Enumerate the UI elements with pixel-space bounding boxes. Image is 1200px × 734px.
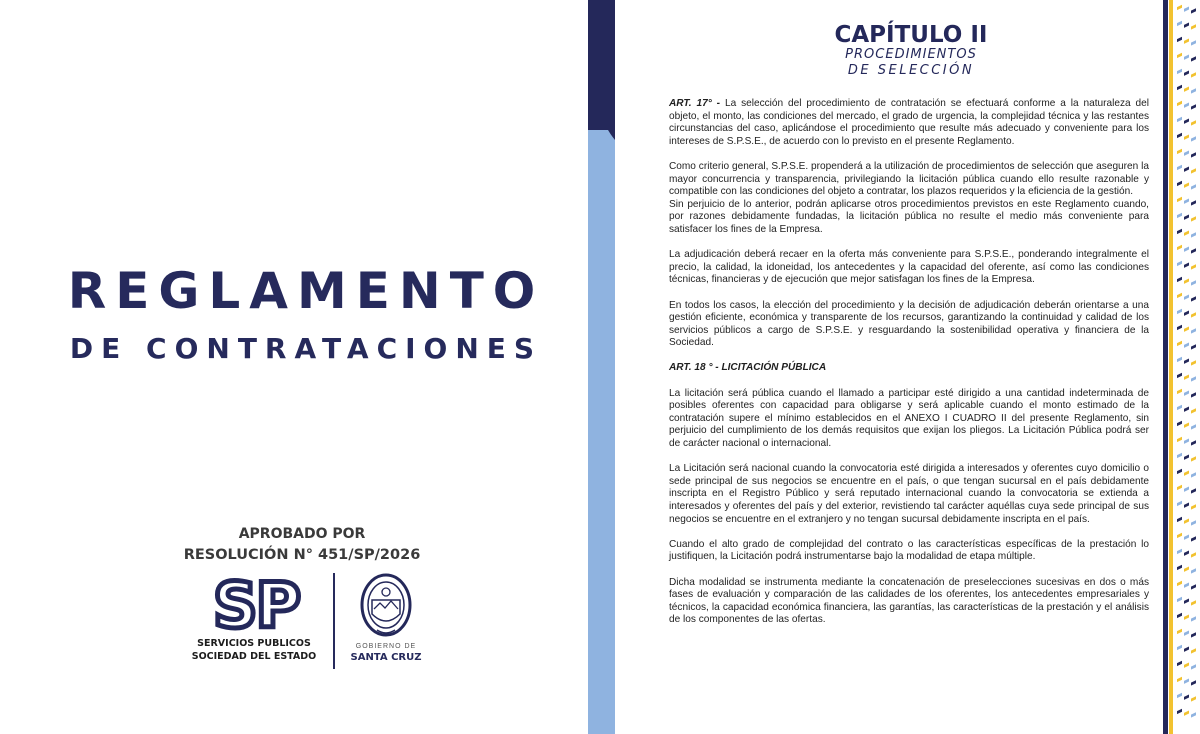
edge-dash [1191, 488, 1196, 493]
edge-dash [1191, 120, 1196, 125]
art18-paragraph-1: La licitación será pública cuando el llamado a participar esté dirigido a una cantidad indeterminada de posibles oferentes con capacidad para obligarse y será aplicable cuando el monto estimado de la contratación supere el mínimo establecidos en el ANEXO I CUADRO II del presente Reglamento, sin perjuicio del cumplimiento de los demás requisitos que exijan los pliegos. La Licitación Pública podrá ser de carácter nacional o internacional. [669, 387, 1149, 450]
edge-dash [1184, 23, 1189, 28]
edge-dash [1191, 280, 1196, 285]
art17-paragraph-1 [669, 98, 1149, 148]
edge-dash [1191, 328, 1196, 333]
edge-dash [1177, 645, 1182, 650]
edge-dash [1191, 568, 1196, 573]
edge-dash [1177, 261, 1182, 266]
edge-dash [1177, 453, 1182, 458]
edge-dash [1191, 152, 1196, 157]
art17-paragraph-5: En todos los casos, la elección del procedimiento y la decisión de adjudicación deberán orientarse a una gestión eficiente, económica y transparente de los recursos, garantizando la continuidad y calidad de los servicios públicos a cargo de S.P.S.E. y resguardando la sostenibilidad operativa y financiera de la Sociedad. [669, 299, 1149, 349]
chapter-subtitle-line1: PROCEDIMIENTOS [845, 47, 977, 62]
edge-dash [1191, 232, 1196, 237]
edge-dash [1177, 53, 1182, 58]
edge-stripes-decoration [1158, 0, 1200, 734]
edge-dash [1191, 184, 1196, 189]
edge-dash [1177, 389, 1182, 394]
edge-dash [1191, 440, 1196, 445]
edge-dash [1184, 551, 1189, 556]
edge-dash [1184, 119, 1189, 124]
edge-dash [1191, 712, 1196, 717]
edge-dash [1191, 376, 1196, 381]
gov-name: SANTA CRUZ [350, 652, 422, 663]
edge-dash [1184, 391, 1189, 396]
edge-dash [1184, 199, 1189, 204]
edge-dash [1184, 583, 1189, 588]
edge-dash [1177, 229, 1182, 234]
edge-dash [1191, 392, 1196, 397]
edge-dash [1184, 215, 1189, 220]
edge-dash [1191, 200, 1196, 205]
edge-dash [1191, 216, 1196, 221]
edge-dash [1184, 71, 1189, 76]
edge-dash [1184, 615, 1189, 620]
edge-dash [1184, 87, 1189, 92]
org-name [188, 637, 320, 663]
edge-dash [1184, 711, 1189, 716]
logo-divider [333, 573, 335, 669]
edge-dash [1177, 501, 1182, 506]
edge-dash [1191, 456, 1196, 461]
gov-label: GOBIERNO DE [355, 643, 417, 650]
org-name-line2: SOCIEDAD DEL ESTADO [191, 651, 317, 662]
edge-dash [1177, 485, 1182, 490]
cover-title: REGLAMENTO [67, 262, 545, 320]
edge-dash [1177, 469, 1182, 474]
edge-dash [1191, 344, 1196, 349]
edge-dash [1191, 520, 1196, 525]
art18-paragraph-2: La Licitación será nacional cuando la convocatoria esté dirigida a interesados y oferentes cuyo domicilio o sede principal de sus negocios se encuentre en el país, o que tengan sucursal en el país debidamente inscripta en el Registro Público y será reputado internacional cuando la convocatoria se extienda a interesados y oferentes del país y del exterior, revistiendo tal carácter aquéllas cuya sede principal de sus negocios se encuentre en el extranjero y no tengan sucursal debidamente inscripta en el país. [669, 463, 1149, 525]
edge-dash [1184, 439, 1189, 444]
edge-dash [1191, 680, 1196, 685]
edge-dash [1184, 135, 1189, 140]
edge-dash [1184, 311, 1189, 316]
edge-dash [1191, 8, 1196, 13]
edge-dash [1191, 312, 1196, 317]
edge-dash [1177, 293, 1182, 298]
edge-dash [1191, 424, 1196, 429]
edge-dash [1177, 357, 1182, 362]
edge-dash [1177, 69, 1182, 74]
edge-dash [1184, 167, 1189, 172]
org-name-line1: SERVICIOS PUBLICOS [197, 638, 311, 649]
edge-dash [1177, 517, 1182, 522]
edge-dash [1177, 421, 1182, 426]
cover-page [0, 0, 588, 734]
edge-dash [1191, 264, 1196, 269]
edge-dash [1191, 696, 1196, 701]
edge-dash [1191, 168, 1196, 173]
edge-dash [1184, 631, 1189, 636]
edge-dash [1184, 423, 1189, 428]
edge-dash [1184, 151, 1189, 156]
edge-dash [1191, 536, 1196, 541]
edge-dash [1177, 581, 1182, 586]
edge-dash [1191, 664, 1196, 669]
edge-dash [1177, 693, 1182, 698]
edge-dash [1191, 552, 1196, 557]
edge-dash [1177, 533, 1182, 538]
sp-logo [197, 575, 315, 635]
edge-dash [1191, 24, 1196, 29]
edge-dash [1177, 565, 1182, 570]
art17-label: ART. 17° - [669, 98, 721, 109]
edge-dash [1184, 519, 1189, 524]
edge-dash [1191, 600, 1196, 605]
edge-dash [1191, 472, 1196, 477]
edge-dash [1191, 584, 1196, 589]
edge-dash [1177, 661, 1182, 666]
edge-dash [1177, 133, 1182, 138]
art18-paragraph-3: Cuando el alto grado de complejidad del contrato o las características específicas de la prestación lo justifiquen, la Licitación podrá instrumentarse bajo la modalidad de etapa múltiple. [669, 538, 1149, 563]
edge-dash [1177, 37, 1182, 42]
edge-dash [1184, 343, 1189, 348]
edge-dash [1184, 375, 1189, 380]
edge-dash [1177, 613, 1182, 618]
edge-dash [1184, 247, 1189, 252]
edge-dash [1191, 504, 1196, 509]
edge-dash [1177, 325, 1182, 330]
edge-dash [1177, 341, 1182, 346]
art17-p1-text: La selección del procedimiento de contratación se efectuará conforme a la naturaleza del objeto, el monto, las condiciones del mercado, el grado de urgencia, la complejidad técnica y las restantes circunstancias del caso, aplicándose el procedimiento que resulte más adecuado y conveniente para los intereses de S.P.S.E., de acuerdo con lo previsto en el presente Reglamento. [669, 98, 1149, 147]
edge-dash [1177, 549, 1182, 554]
edge-dash [1177, 165, 1182, 170]
edge-dash [1177, 405, 1182, 410]
edge-dash [1184, 295, 1189, 300]
edge-dash [1177, 597, 1182, 602]
edge-dash [1177, 181, 1182, 186]
spine-curve [588, 0, 615, 734]
edge-dash [1177, 245, 1182, 250]
edge-dash [1191, 408, 1196, 413]
edge-dash [1177, 117, 1182, 122]
edge-dash [1184, 231, 1189, 236]
edge-dash [1184, 647, 1189, 652]
edge-dash [1184, 535, 1189, 540]
edge-dash [1177, 5, 1182, 10]
edge-dash [1184, 455, 1189, 460]
edge-dash [1177, 709, 1182, 714]
art17-paragraph-2: Como criterio general, S.P.S.E. propenderá a la utilización de procedimientos de selección que aseguren la mayor concurrencia y transparencia, privilegiando la licitación pública cuando ello resulte razonable y compatible con las condiciones del objeto a contratar, los plazos requeridos y la eficiencia de la gestión. [669, 160, 1149, 198]
edge-dash [1184, 487, 1189, 492]
chapter-title: CAPÍTULO II [834, 22, 988, 48]
approved-label: APROBADO POR [238, 526, 366, 542]
edge-dash [1191, 296, 1196, 301]
edge-dash [1184, 471, 1189, 476]
art17-paragraph-3: Sin perjuicio de lo anterior, podrán aplicarse otros procedimientos previstos en este Reglamento cuando, por razones debidamente fundadas, la licitación pública no resulte el medio más conveniente para satisfacer los fines de la Empresa. [669, 198, 1149, 235]
edge-dash [1184, 183, 1189, 188]
edge-dash [1177, 629, 1182, 634]
edge-dash [1191, 616, 1196, 621]
edge-dash [1177, 85, 1182, 90]
edge-dash [1177, 21, 1182, 26]
edge-dash [1177, 437, 1182, 442]
edge-dash [1184, 599, 1189, 604]
edge-dash [1191, 248, 1196, 253]
edge-dash [1184, 39, 1189, 44]
edge-dash [1191, 360, 1196, 365]
edge-dash [1191, 72, 1196, 77]
sp-logo-text: SP [212, 575, 300, 635]
edge-dash [1177, 101, 1182, 106]
edge-dash [1184, 695, 1189, 700]
edge-dash [1191, 136, 1196, 141]
edge-dash [1177, 277, 1182, 282]
edge-dash [1177, 373, 1182, 378]
art18-paragraph-4: Dicha modalidad se instrumenta mediante la concatenación de preselecciones sucesivas en dos o más fases de evaluación y comparación de las calidades de los oferentes, los antecedentes empresariales y técnicos, la capacidad económica financiera, las garantías, las características de la prestación y el análisis de los componentes de las ofertas. [669, 576, 1149, 626]
art18-heading: ART. 18 ° - LICITACIÓN PÚBLICA [669, 362, 827, 374]
edge-dash [1177, 197, 1182, 202]
edge-dash [1184, 679, 1189, 684]
edge-dash [1184, 263, 1189, 268]
article-text [669, 98, 1149, 640]
edge-dash [1184, 327, 1189, 332]
edge-dash [1177, 213, 1182, 218]
edge-dash [1191, 632, 1196, 637]
edge-dash [1184, 663, 1189, 668]
art17-paragraph-4: La adjudicación deberá recaer en la oferta más conveniente para S.P.S.E., ponderando integralmente el precio, la calidad, la idoneidad, los antecedentes y la capacidad del oferente, así como las condiciones técnicas, financieras y de ejecución que mejor satisfagan los fines de la Empresa. [669, 249, 1149, 286]
edge-dash [1191, 40, 1196, 45]
edge-dash [1184, 567, 1189, 572]
edge-dash [1191, 56, 1196, 61]
santa-cruz-crest-icon [355, 572, 417, 642]
edge-dash [1184, 407, 1189, 412]
edge-dash [1177, 309, 1182, 314]
edge-dash [1191, 88, 1196, 93]
edge-dash [1177, 677, 1182, 682]
edge-dash [1184, 103, 1189, 108]
edge-dash [1191, 648, 1196, 653]
edge-dash [1191, 104, 1196, 109]
edge-dash [1184, 7, 1189, 12]
edge-dash [1184, 55, 1189, 60]
edge-dash [1184, 359, 1189, 364]
chapter-subtitle-line2: DE SELECCIÓN [847, 63, 975, 78]
edge-dash [1177, 149, 1182, 154]
resolution-number: RESOLUCIÓN N° 451/SP/2026 [183, 547, 421, 563]
edge-dash [1184, 503, 1189, 508]
cover-subtitle: DE CONTRATACIONES [69, 332, 543, 365]
edge-dash [1184, 279, 1189, 284]
